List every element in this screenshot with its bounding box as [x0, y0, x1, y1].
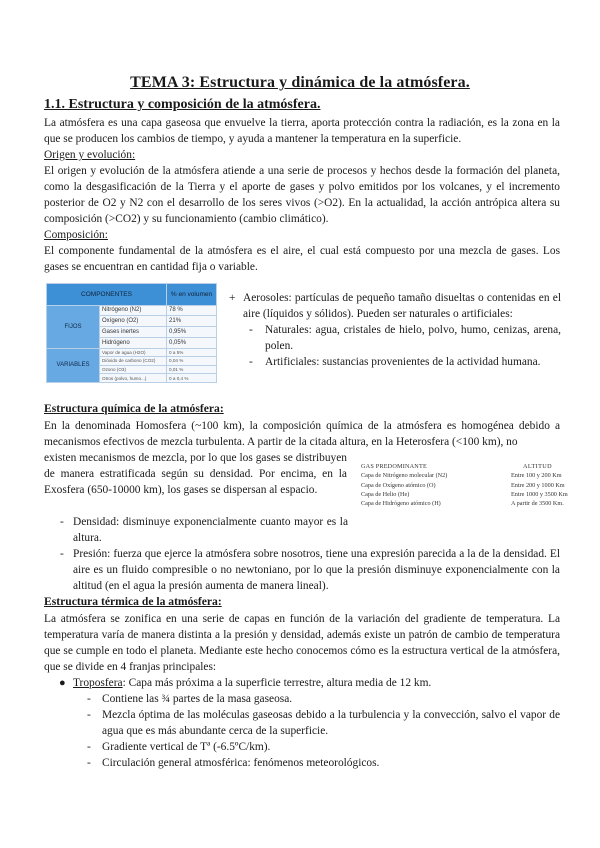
table-cell: Capa de Nitrógeno molecular (N2): [361, 472, 448, 480]
troposphere-detail: Contiene las ¾ partes de la masa gaseosa.: [102, 693, 293, 705]
gas-altitude-table: [361, 462, 597, 508]
bullet-icon: ●: [59, 677, 66, 689]
table-cell: Entre 100 y 200 Km: [511, 472, 562, 480]
table-header: GAS PREDOMINANTE: [361, 463, 427, 470]
dash-icon: -: [60, 548, 64, 560]
table-cell: 0 a 5%: [167, 348, 217, 357]
table-cell: Capa de Hidrógeno atómico (H): [361, 500, 441, 508]
variable-category: VARIABLES: [47, 348, 100, 382]
troposphere-label: Troposfera: [73, 677, 123, 689]
aerosol-text: Aerosoles: partículas de pequeño tamaño disueltas o contenidas en el aire (líquidos y sólidos). Pueden ser naturales o artificiales:: [243, 292, 561, 320]
intro-paragraph: La atmósfera es una capa gaseosa que envuelve la tierra, aporta protección contra la radiación, es la zona en la que se producen los cambios de tiempo, y ayuda a mantener la temperatura en la superficie.: [44, 117, 560, 145]
dash-icon: -: [87, 757, 91, 769]
table-cell: Ozono (O3): [100, 365, 167, 374]
pressure-item: Presión: fuerza que ejerce la atmósfera sobre nosotros, tiene una expresión parecida a la de la densidad. El aire es un fluido compresible o no newtoniano, por lo que la presión disminuye exponencialmente con la altitud (en el agua la presión aumenta de manera lineal).: [73, 548, 560, 592]
composition-table: [46, 283, 217, 383]
dash-icon: -: [249, 356, 253, 368]
table-cell: Gases inertes: [100, 327, 167, 338]
table-cell: Entre 1000 y 3500 Km: [511, 490, 568, 498]
table-cell: Entre 200 y 1000 Km: [511, 481, 565, 489]
table-cell: 0,05%: [167, 337, 217, 348]
table-cell: 0,01 %: [167, 365, 217, 374]
fixed-category: FIJOS: [47, 305, 100, 348]
table-cell: Dióxido de carbono (CO2): [100, 357, 167, 366]
composition-paragraph: El componente fundamental de la atmósfera es el aire, el cual está compuesto por una mezcla de gases. Los gases se encuentran en cantidad fija o variable.: [44, 245, 560, 273]
table-cell: Vapor de agua (H2O): [100, 348, 167, 357]
thermal-heading: Estructura térmica de la atmósfera:: [44, 595, 222, 608]
page-title: TEMA 3: Estructura y dinámica de la atmósfera.: [130, 74, 470, 91]
troposphere-detail: Circulación general atmosférica: fenómenos meteorológicos.: [102, 757, 380, 769]
aerosol-bullet: +: [229, 292, 236, 304]
table-header: ALTITUD: [523, 463, 553, 470]
dash-icon: -: [87, 709, 91, 721]
table-cell: Oxígeno (O2): [100, 316, 167, 327]
section-heading: 1.1. Estructura y composición de la atmósfera.: [44, 97, 321, 112]
table-cell: 0,95%: [167, 327, 217, 338]
table-cell: 0,04 %: [167, 357, 217, 366]
table-header: % en volumen: [167, 284, 217, 306]
troposphere-text: : Capa más próxima a la superficie terrestre, altura media de 12 km.: [122, 677, 432, 689]
chemical-paragraph-wrap: existen mecanismos de mezcla, por lo que los gases se distribuyen de manera estratificada según su densidad. Por encima, en la Exosfera (650-10000 km), los gases se dispersan al espacio.: [44, 452, 347, 496]
dash-icon: -: [249, 324, 253, 336]
density-item: Densidad: disminuye exponencialmente cuanto mayor es la altura.: [73, 516, 348, 544]
table-header: COMPONENTES: [47, 284, 167, 306]
troposphere-detail: Mezcla óptima de las moléculas gaseosas debido a la turbulencia y la convección, salvo el vapor de agua que es más abundante cerca de la superficie.: [102, 709, 560, 737]
table-cell: Otros (polvo, humo...): [100, 374, 167, 383]
origin-paragraph: El origen y evolución de la atmósfera atiende a una serie de procesos y hechos desde la formación del planeta, como la desgasificación de la Tierra y el aporte de gases y polvo emitidos por los volcanes, y el incremento posterior de O2 y N2 con el desarrollo de los seres vivos (>O2). En la actualidad, la acción antrópica altera su composición (>CO2) y su funcionamiento (cambio climático).: [44, 165, 560, 225]
table-cell: Hidrógeno: [100, 337, 167, 348]
aerosol-natural: Naturales: agua, cristales de hielo, polvo, humo, cenizas, arena, polen.: [265, 324, 561, 352]
dash-icon: -: [87, 741, 91, 753]
aerosol-artificial: Artificiales: sustancias provenientes de la actividad humana.: [265, 356, 541, 368]
table-cell: Capa de Helio (He): [361, 490, 410, 498]
table-cell: 78 %: [167, 305, 217, 316]
table-cell: Capa de Oxígeno atómico (O): [361, 481, 436, 489]
composition-heading: Composición:: [44, 229, 108, 241]
table-cell: A partir de 3500 Km.: [511, 500, 564, 508]
troposphere-detail: Gradiente vertical de Tª (-6.5ºC/km).: [102, 741, 271, 753]
chemical-paragraph: En la denominada Homosfera (~100 km), la composición química de la atmósfera es homogénea debido a mecanismos efectivos de mezcla turbulenta. A partir de la citada altura, en la Heterosfera (<100 km), no: [44, 420, 560, 448]
origin-heading: Origen y evolución:: [44, 149, 136, 161]
table-cell: 21%: [167, 316, 217, 327]
dash-icon: -: [60, 516, 64, 528]
chemical-heading: Estructura química de la atmósfera:: [44, 402, 224, 415]
dash-icon: -: [87, 693, 91, 705]
table-cell: 0 a 0,4 %: [167, 374, 217, 383]
thermal-paragraph: La atmósfera se zonifica en una serie de capas en función de la variación del gradiente de temperatura. La temperatura varía de manera distinta a la presión y densidad, además existe un patrón de cambio de temperatura que se cumple en todo el planeta. Mediante este hecho conocemos cómo es la estructura vertical de la atmósfera, que se divide en 4 franjas principales:: [44, 613, 560, 673]
table-cell: Nitrógeno (N2): [100, 305, 167, 316]
troposphere-item: [73, 675, 431, 691]
